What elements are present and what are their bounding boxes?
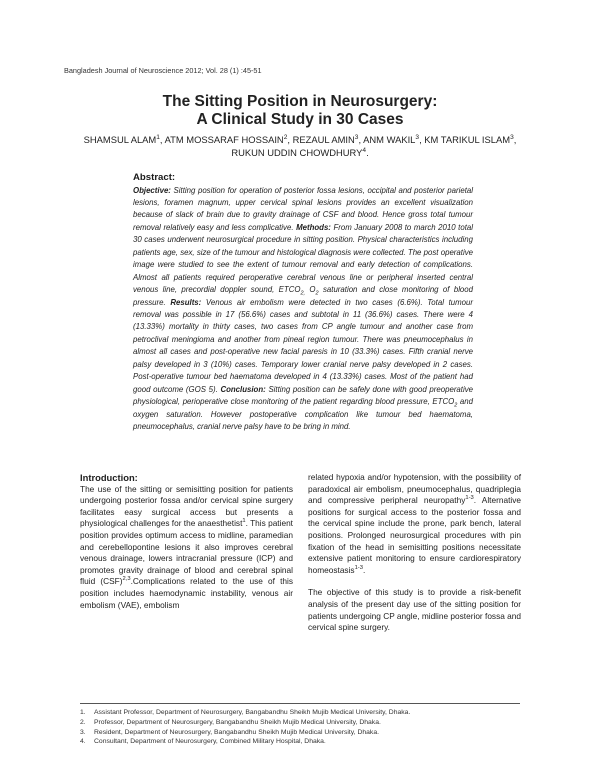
- journal-citation: Bangladesh Journal of Neuroscience 2012; Vol. 28 (1) :45-51: [64, 66, 262, 75]
- objective-label: Objective:: [133, 185, 171, 195]
- intro-paragraph-part-2: related hypoxia and/or hypotension, with the possibility of paradoxical air embolism, pneumocephalus, quadriplegia and compressive peripheral neuropathy$^{1-3}$. Alternative positions for surgical access to the posterior fossa and the cervical spine include the prone, park bench, lateral positions. Prolonged neurosurgical procedures with pin fixation of the head in semisitting positions necessitate extensive patient monitoring to ensure cardiorespiratory homeostasis$^{1-3}$.: [308, 472, 521, 575]
- footnote: 4. Consultant, Department of Neurosurgery, Combined Military Hospital, Dhaka.: [80, 738, 326, 746]
- intro-column-left: [80, 472, 293, 611]
- abstract-heading: Abstract:: [133, 172, 176, 183]
- article-title-line-1: The Sitting Position in Neurosurgery:: [162, 93, 438, 110]
- footnotes: [80, 708, 520, 747]
- author-list: SHAMSUL ALAM$^1$, ATM MOSSARAF HOSSAIN$^2$, REZAUL AMIN$^3$, ANM WAKIL$^3$, KM TARIKUL ISLAM$^3$, RUKUN UDDIN CHOWDHURY$^4$.: [83, 133, 517, 158]
- footnote: 1. Assistant Professor, Department of Neurosurgery, Bangabandhu Sheikh Mujib Medical University, Dhaka.: [80, 709, 411, 716]
- footnote: 2. Professor, Department of Neurosurgery, Bangabandhu Sheikh Mujib Medical University, Dhaka.: [80, 718, 381, 726]
- article-title-line-2: A Clinical Study in 30 Cases: [196, 111, 404, 128]
- results-label: Results:: [170, 297, 202, 307]
- objective-paragraph: The objective of this study is to provide a risk-benefit analysis of the present day use of the sitting position for patients undergoing CP angle, midline posterior fossa and cervical spine surgery.: [308, 587, 521, 633]
- footnote-divider: [80, 703, 520, 704]
- intro-paragraph-part-1: The use of the sitting or semisitting position for patients undergoing posterior fossa and/or cervical spine surgery facilitates easy surgical access but presents a physiological challenges for the anaesthetist$^1$. This patient position provides optimum access to midline, paramedian and cerebellopontine lesions it also improves cerebral venous drainage, lowers intracranial pressure (ICP) and promotes gravity drainage of blood and cerebral spinal fluid (CSF)$^{2,3}$.Complications related to the use of this position includes haemodynamic instability, venous air embolism (VAE), embolism: [80, 483, 293, 610]
- conclusion-label: Conclusion:: [220, 384, 266, 394]
- introduction-heading: Introduction:: [80, 472, 138, 483]
- footnote: 3. Resident, Department of Neurosurgery, Bangabandhu Sheikh Mujib Medical University, Dhaka.: [80, 728, 379, 736]
- abstract-body: Objective: Sitting position for operation of posterior fossa lesions, occipital and posterior parietal lesions, foramen magnum, upper cervical spinal lesions provides an excellent visualization because of slack of brain due to gravity drainage of CSF and blood. Hence gross total tumour removal relatively easy and less complicative. Methods: From January 2008 to march 2010 total 30 cases underwent neurosurgical procedure in sitting position. Physical characteristics including patients age, sex, size of the tumour and histological diagnosis were collected. The post operative image were studied to see the extent of tumour removal and early detection of complications. Almost all patients required peroperative cerebral venous line or peripheral inserted central venous line, precordial doppler sound, $ETCO_{2,}$ $O_2$ saturation and close monitoring of blood pressure. Results: Venous air embolism were detected in two cases (6.6%). Total tumour removal was possible in 17 (56.6%) cases and subtotal in 11 (36.6%) cases. There were 4 (13.33%) mortality in thirty cases, two cases from CP angle tumour and another case from petroclival meningioma and another from pineal region tumour. There was pneumocephalus in almost all cases and post-operative new facial paresis in 10 (33.3%) cases. Fifth cranial nerve palsy developed in 3 (10%) cases. Temporary lower cranial nerve palsy developed in 2 cases. Post-operative tumour bed haematoma developed in 4 (13.33%) cases. Most of the patient had good outcome (GOS 5). Conclusion: Sitting position can be safely done with good preoperative physiological, perioperative close monitoring of the patient regarding blood pressure, $ETCO_2$ and oxygen saturation. However postoperative complication like tumour bed haematoma, pneumocephalus, cranial nerve palsy have to be bring in mind.: [133, 185, 474, 432]
- intro-column-right: [308, 472, 521, 634]
- methods-label: Methods:: [296, 222, 331, 232]
